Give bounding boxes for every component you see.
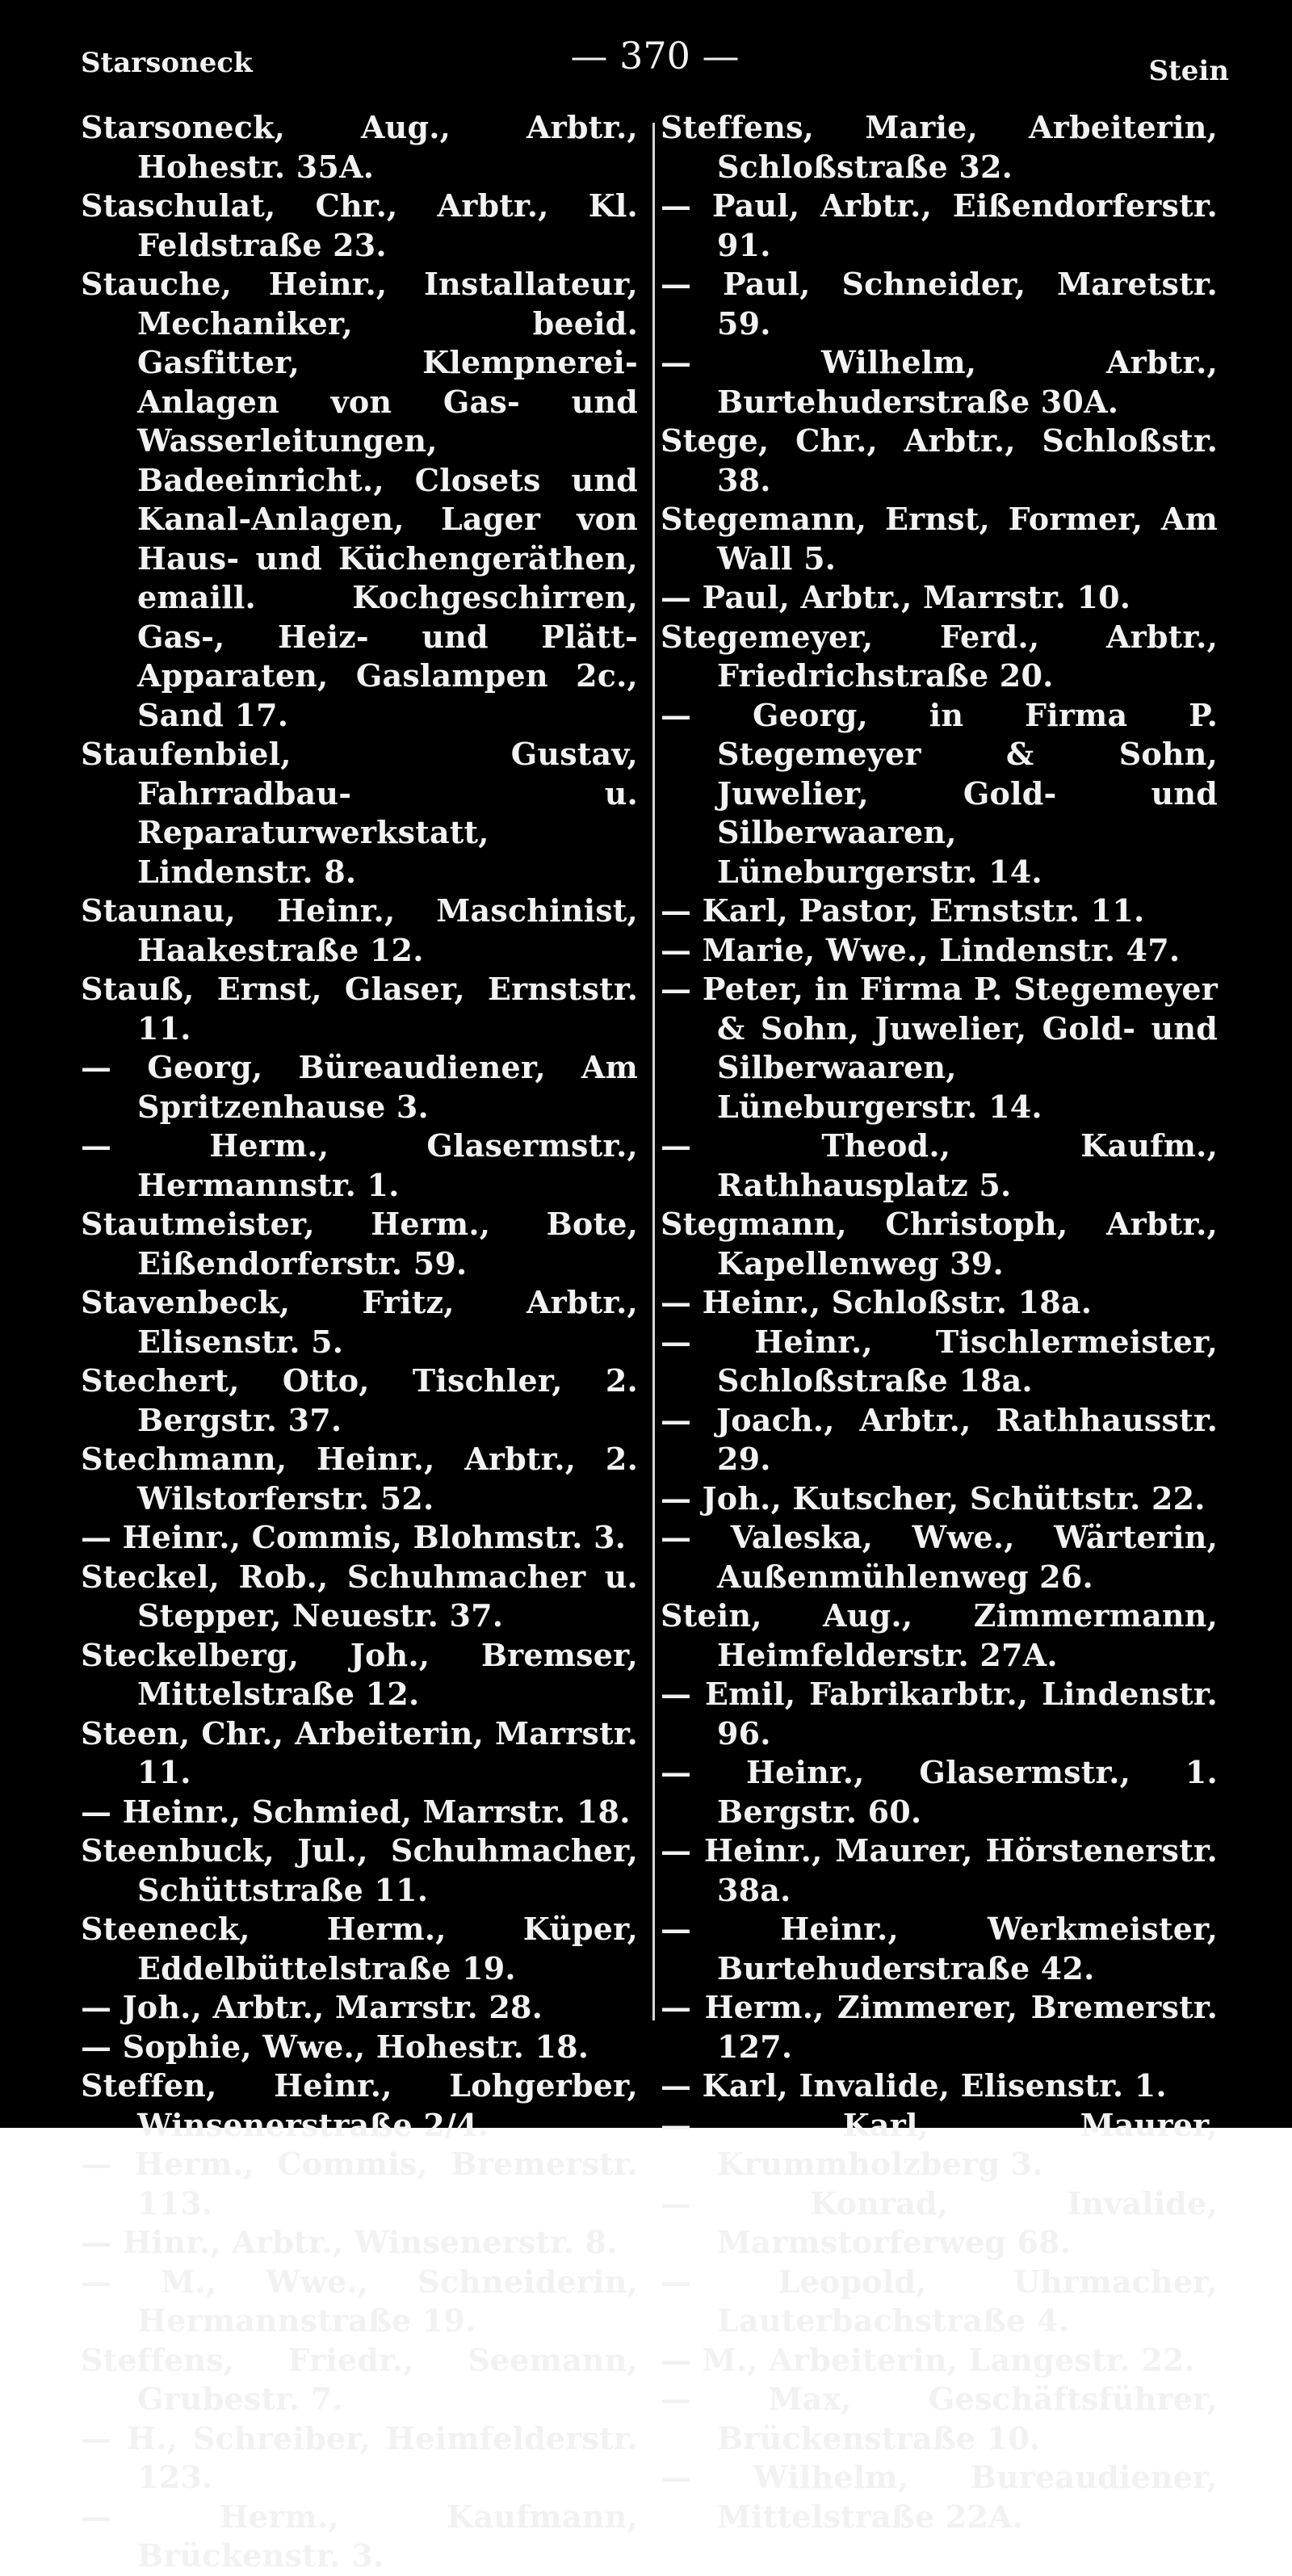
directory-entry: — Heinr., Schmied, Marrstr. 18. xyxy=(81,1793,631,1830)
left-column xyxy=(81,108,638,2574)
directory-entry: — Leopold, Uhrmacher, Lauterbachstraße 4. xyxy=(661,2263,1218,2339)
directory-entry: Stegemeyer, Ferd., Arbtr., Friedrichstraße 20. xyxy=(661,618,1218,694)
directory-entry: — Karl, Maurer, Krummholzberg 3. xyxy=(661,2106,1218,2182)
directory-entry: Stechmann, Heinr., Arbtr., 2. Wilstorferstr. 52. xyxy=(81,1441,638,1517)
right-column xyxy=(661,108,1218,2535)
directory-entry: Steckel, Rob., Schuhmacher u. Stepper, Neuestr. 37. xyxy=(81,1558,638,1634)
page-number: — 370 — xyxy=(570,34,740,78)
directory-entry: Stauß, Ernst, Glaser, Ernststr. 11. xyxy=(81,971,638,1047)
directory-entry: — Georg, in Firma P. Stegemeyer & Sohn, Juwelier, Gold- und Silberwaaren, Lüneburgerstr. 14. xyxy=(661,696,1218,890)
column-divider xyxy=(652,123,655,2020)
directory-entry: Stegmann, Christoph, Arbtr., Kapellenweg 39. xyxy=(661,1206,1218,1282)
directory-entry: — Max, Geschäftsführer, Brückenstraße 10. xyxy=(661,2381,1218,2456)
directory-entry: Steckelberg, Joh., Bremser, Mittelstraße 12. xyxy=(81,1636,638,1712)
directory-entry: Staunau, Heinr., Maschinist, Haakestraße 12. xyxy=(81,892,638,968)
directory-entry: Steffens, Marie, Arbeiterin, Schloßstraße 32. xyxy=(661,109,1218,185)
directory-entry: — M., Arbeiterin, Langestr. 22. xyxy=(661,2341,1195,2378)
directory-entry: — Herm., Glasermstr., Hermannstr. 1. xyxy=(81,1127,638,1203)
directory-entry: Steffens, Friedr., Seemann, Grubestr. 7. xyxy=(81,2341,638,2417)
header-left-catchword: Starsoneck xyxy=(81,47,253,79)
directory-entry: Steffen, Heinr., Lohgerber, Winsenerstraße 2/4. xyxy=(81,2067,638,2143)
directory-entry: — Karl, Invalide, Elisenstr. 1. xyxy=(661,2067,1167,2104)
directory-entry: — Paul, Arbtr., Marrstr. 10. xyxy=(661,579,1131,615)
directory-entry: — Paul, Arbtr., Eißendorferstr. 91. xyxy=(661,187,1218,263)
directory-entry: Steenbuck, Jul., Schuhmacher, Schüttstraße 11. xyxy=(81,1832,638,1908)
directory-entry: Stein, Aug., Zimmermann, Heimfelderstr. 27A. xyxy=(661,1597,1218,1673)
directory-entry: — Karl, Pastor, Ernststr. 11. xyxy=(661,892,1145,929)
directory-entry: Steeneck, Herm., Küper, Eddelbüttelstraße 19. xyxy=(81,1911,638,1987)
directory-entry: — H., Schreiber, Heimfelderstr. 123. xyxy=(81,2419,638,2495)
directory-entry: Stauche, Heinr., Installateur, Mechaniker, beeid. Gasfitter, Klempnerei-Anlagen von Gas- und Wasserleitungen, Badeeinricht., Closets und Kanal-Anlagen, Lager von Haus- und Küchengeräthen, emaill. Kochgeschirren, Gas-, Heiz- und Plätt-Apparaten, Gaslampen 2c., Sand 17. xyxy=(81,266,638,733)
directory-entry: — Joh., Arbtr., Marrstr. 28. xyxy=(81,1989,543,2025)
directory-entry: — Konrad, Invalide, Marmstorferweg 68. xyxy=(661,2184,1218,2260)
directory-entry: Stautmeister, Herm., Bote, Eißendorferstr. 59. xyxy=(81,1206,638,1282)
directory-entry: — Georg, Büreaudiener, Am Spritzenhause 3. xyxy=(81,1049,638,1125)
directory-entry: — Emil, Fabrikarbtr., Lindenstr. 96. xyxy=(661,1676,1218,1752)
directory-entry: — Wilhelm, Bureaudiener, Mittelstraße 22A. xyxy=(661,2459,1218,2535)
directory-entry: — Peter, in Firma P. Stegemeyer & Sohn, Juwelier, Gold- und Silberwaaren, Lüneburgerstr. 14. xyxy=(661,971,1218,1125)
directory-entry: — Heinr., Commis, Blohmstr. 3. xyxy=(81,1519,627,1555)
directory-entry: Starsoneck, Aug., Arbtr., Hohestr. 35A. xyxy=(81,109,638,185)
directory-entry: — Heinr., Glasermstr., 1. Bergstr. 60. xyxy=(661,1754,1218,1830)
directory-entry: — Heinr., Tischlermeister, Schloßstraße 18a. xyxy=(661,1323,1218,1399)
directory-entry: — M., Wwe., Schneiderin, Hermannstraße 19. xyxy=(81,2263,638,2339)
directory-entry: — Wilhelm, Arbtr., Burtehuderstraße 30A. xyxy=(661,344,1218,420)
directory-entry: — Sophie, Wwe., Hohestr. 18. xyxy=(81,2028,589,2065)
directory-entry: Staschulat, Chr., Arbtr., Kl. Feldstraße 23. xyxy=(81,187,638,263)
directory-entry: Staufenbiel, Gustav, Fahrradbau- u. Reparaturwerkstatt, Lindenstr. 8. xyxy=(81,736,638,890)
directory-entry: — Valeska, Wwe., Wärterin, Außenmühlenweg 26. xyxy=(661,1519,1218,1595)
directory-entry: Stavenbeck, Fritz, Arbtr., Elisenstr. 5. xyxy=(81,1284,638,1360)
directory-entry: Steen, Chr., Arbeiterin, Marrstr. 11. xyxy=(81,1714,638,1790)
directory-entry: Stegemann, Ernst, Former, Am Wall 5. xyxy=(661,501,1218,577)
directory-entry: — Heinr., Werkmeister, Burtehuderstraße 42. xyxy=(661,1911,1218,1987)
directory-entry: — Theod., Kaufm., Rathhausplatz 5. xyxy=(661,1127,1218,1203)
directory-entry: — Herm., Zimmerer, Bremerstr. 127. xyxy=(661,1989,1218,2065)
directory-entry: — Hinr., Arbtr., Winsenerstr. 8. xyxy=(81,2224,618,2260)
directory-entry: — Heinr., Maurer, Hörstenerstr. 38a. xyxy=(661,1832,1218,1908)
running-head xyxy=(81,34,1229,87)
directory-entry: Stege, Chr., Arbtr., Schloßstr. 38. xyxy=(661,422,1218,498)
directory-entry: — Joh., Kutscher, Schüttstr. 22. xyxy=(661,1479,1206,1517)
directory-entry: — Herm., Kaufmann, Brückenstr. 3. xyxy=(81,2498,638,2574)
directory-entry: — Heinr., Schloßstr. 18a. xyxy=(661,1284,1093,1320)
directory-entry: — Marie, Wwe., Lindenstr. 47. xyxy=(661,931,1181,968)
directory-entry: — Joach., Arbtr., Rathhausstr. 29. xyxy=(661,1401,1218,1477)
header-right-catchword: Stein xyxy=(1148,55,1229,87)
directory-entry: Stechert, Otto, Tischler, 2. Bergstr. 37. xyxy=(81,1362,638,1438)
directory-entry: — Paul, Schneider, Maretstr. 59. xyxy=(661,266,1218,342)
directory-entry: — Herm., Commis, Bremerstr. 113. xyxy=(81,2146,638,2221)
